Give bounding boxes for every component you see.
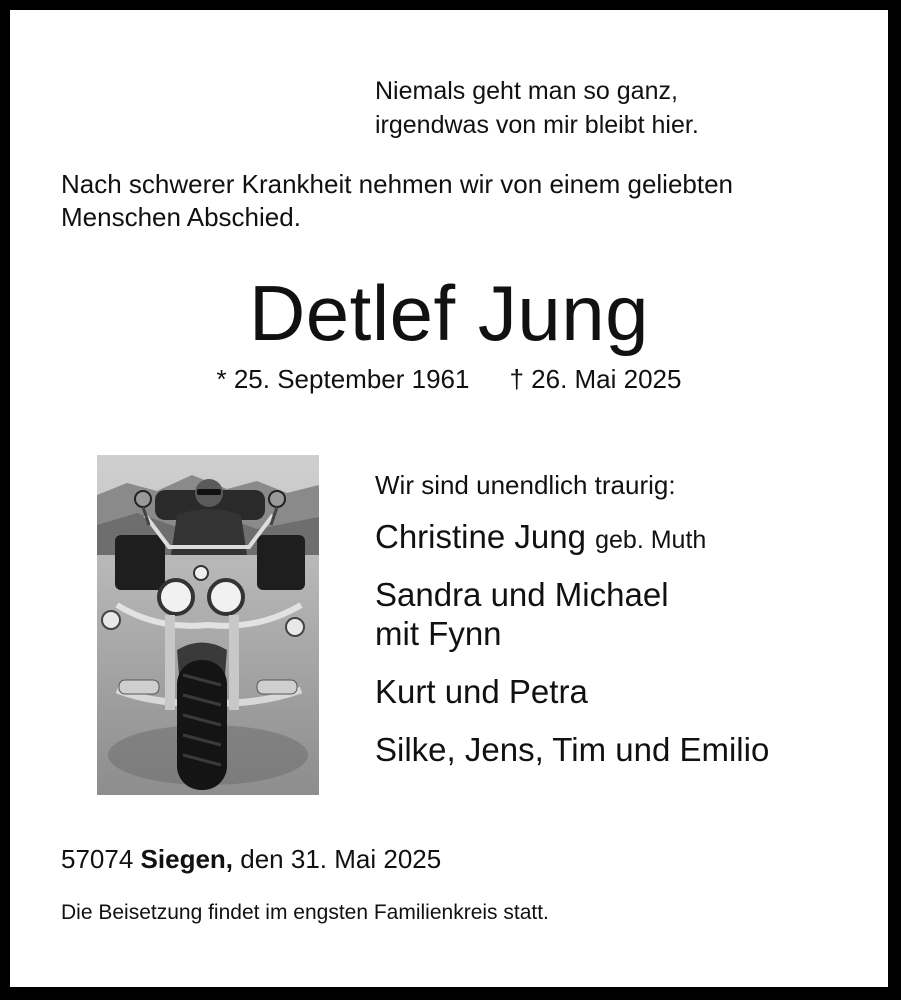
obituary-card: [10, 10, 888, 987]
place-and-date: [61, 842, 441, 876]
mourner-4: Silke, Jens, Tim und Emilio: [375, 731, 770, 768]
mourner-2-line-2: mit Fynn: [375, 615, 502, 652]
mourner-3: Kurt und Petra: [375, 673, 588, 710]
trike-photo-image: [97, 455, 319, 795]
intro-line-1: Nach schwerer Krankheit nehmen wir von einem geliebten: [61, 169, 734, 199]
deceased-name: Detlef Jung: [248, 269, 650, 357]
mourner-1: [375, 518, 706, 559]
city: Siegen,: [140, 844, 234, 874]
notice-date: den 31. Mai 2025: [240, 844, 442, 874]
mourners-heading: Wir sind unendlich traurig:: [375, 470, 676, 500]
motto-line-2: irgendwas von mir bleibt hier.: [375, 111, 699, 139]
mourner-1-maiden-name: geb. Muth: [595, 526, 707, 554]
life-dates: [10, 362, 888, 396]
funeral-note: Die Beisetzung findet im engsten Familienkreis statt.: [61, 901, 549, 924]
deceased-photo: [97, 455, 319, 795]
death-date: † 26. Mai 2025: [509, 364, 682, 394]
birth-date: * 25. September 1961: [216, 364, 470, 394]
mourner-1-name: Christine Jung: [375, 518, 586, 555]
intro-text: [61, 168, 733, 234]
mourner-2: Sandra und Michael: [375, 576, 669, 613]
motto-line-1: Niemals geht man so ganz,: [375, 77, 678, 105]
zip-code: 57074: [61, 844, 134, 874]
intro-line-2: Menschen Abschied.: [61, 202, 301, 232]
motto-quote: [375, 74, 699, 142]
